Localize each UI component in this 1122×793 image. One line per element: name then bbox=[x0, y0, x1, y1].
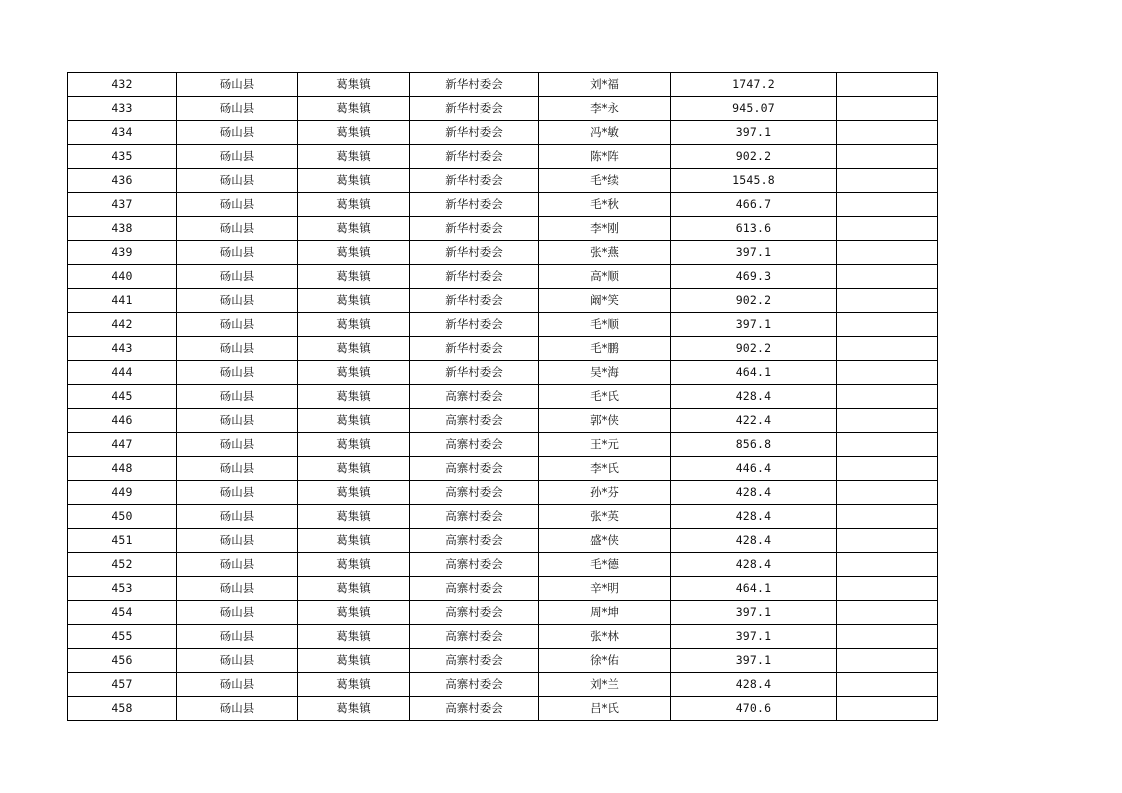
table-row bbox=[68, 457, 938, 481]
serial-number-cell: 433 bbox=[68, 97, 177, 121]
serial-number-cell: 456 bbox=[68, 649, 177, 673]
table-row bbox=[68, 601, 938, 625]
village-committee-cell: 新华村委会 bbox=[410, 361, 539, 385]
town-cell: 葛集镇 bbox=[298, 601, 410, 625]
county-cell: 砀山县 bbox=[177, 145, 298, 169]
county-cell: 砀山县 bbox=[177, 529, 298, 553]
table-row bbox=[68, 289, 938, 313]
county-cell: 砀山县 bbox=[177, 169, 298, 193]
remark-cell bbox=[837, 313, 938, 337]
serial-number-cell: 446 bbox=[68, 409, 177, 433]
table-body bbox=[68, 73, 938, 721]
county-cell: 砀山县 bbox=[177, 433, 298, 457]
village-committee-cell: 高寨村委会 bbox=[410, 673, 539, 697]
town-cell: 葛集镇 bbox=[298, 337, 410, 361]
serial-number-cell: 439 bbox=[68, 241, 177, 265]
serial-number-cell: 441 bbox=[68, 289, 177, 313]
person-name-cell: 毛*氏 bbox=[539, 385, 671, 409]
town-cell: 葛集镇 bbox=[298, 625, 410, 649]
person-name-cell: 高*顺 bbox=[539, 265, 671, 289]
person-name-cell: 毛*鹏 bbox=[539, 337, 671, 361]
serial-number-cell: 442 bbox=[68, 313, 177, 337]
serial-number-cell: 453 bbox=[68, 577, 177, 601]
county-cell: 砀山县 bbox=[177, 577, 298, 601]
county-cell: 砀山县 bbox=[177, 265, 298, 289]
remark-cell bbox=[837, 601, 938, 625]
amount-cell: 397.1 bbox=[671, 649, 837, 673]
serial-number-cell: 455 bbox=[68, 625, 177, 649]
village-committee-cell: 新华村委会 bbox=[410, 169, 539, 193]
person-name-cell: 孙*芬 bbox=[539, 481, 671, 505]
county-cell: 砀山县 bbox=[177, 121, 298, 145]
amount-cell: 428.4 bbox=[671, 385, 837, 409]
person-name-cell: 毛*德 bbox=[539, 553, 671, 577]
town-cell: 葛集镇 bbox=[298, 553, 410, 577]
table-row bbox=[68, 73, 938, 97]
table-row bbox=[68, 409, 938, 433]
town-cell: 葛集镇 bbox=[298, 673, 410, 697]
village-committee-cell: 高寨村委会 bbox=[410, 433, 539, 457]
serial-number-cell: 450 bbox=[68, 505, 177, 529]
table-row bbox=[68, 529, 938, 553]
remark-cell bbox=[837, 73, 938, 97]
amount-cell: 464.1 bbox=[671, 577, 837, 601]
table-row bbox=[68, 361, 938, 385]
amount-cell: 1545.8 bbox=[671, 169, 837, 193]
amount-cell: 902.2 bbox=[671, 289, 837, 313]
county-cell: 砀山县 bbox=[177, 553, 298, 577]
remark-cell bbox=[837, 529, 938, 553]
serial-number-cell: 458 bbox=[68, 697, 177, 721]
amount-cell: 428.4 bbox=[671, 673, 837, 697]
town-cell: 葛集镇 bbox=[298, 73, 410, 97]
amount-cell: 446.4 bbox=[671, 457, 837, 481]
county-cell: 砀山县 bbox=[177, 217, 298, 241]
village-committee-cell: 新华村委会 bbox=[410, 145, 539, 169]
serial-number-cell: 451 bbox=[68, 529, 177, 553]
remark-cell bbox=[837, 553, 938, 577]
amount-cell: 945.07 bbox=[671, 97, 837, 121]
person-name-cell: 吴*海 bbox=[539, 361, 671, 385]
town-cell: 葛集镇 bbox=[298, 385, 410, 409]
table-row bbox=[68, 145, 938, 169]
person-name-cell: 张*英 bbox=[539, 505, 671, 529]
serial-number-cell: 432 bbox=[68, 73, 177, 97]
village-committee-cell: 高寨村委会 bbox=[410, 457, 539, 481]
serial-number-cell: 445 bbox=[68, 385, 177, 409]
village-committee-cell: 高寨村委会 bbox=[410, 481, 539, 505]
table-row bbox=[68, 241, 938, 265]
person-name-cell: 郭*侠 bbox=[539, 409, 671, 433]
person-name-cell: 刘*兰 bbox=[539, 673, 671, 697]
county-cell: 砀山县 bbox=[177, 649, 298, 673]
county-cell: 砀山县 bbox=[177, 673, 298, 697]
village-committee-cell: 高寨村委会 bbox=[410, 505, 539, 529]
person-name-cell: 李*刚 bbox=[539, 217, 671, 241]
town-cell: 葛集镇 bbox=[298, 313, 410, 337]
village-committee-cell: 新华村委会 bbox=[410, 337, 539, 361]
village-committee-cell: 新华村委会 bbox=[410, 193, 539, 217]
village-committee-cell: 新华村委会 bbox=[410, 217, 539, 241]
remark-cell bbox=[837, 505, 938, 529]
town-cell: 葛集镇 bbox=[298, 697, 410, 721]
table-row bbox=[68, 577, 938, 601]
county-cell: 砀山县 bbox=[177, 337, 298, 361]
person-name-cell: 李*永 bbox=[539, 97, 671, 121]
remark-cell bbox=[837, 145, 938, 169]
village-committee-cell: 高寨村委会 bbox=[410, 601, 539, 625]
town-cell: 葛集镇 bbox=[298, 577, 410, 601]
person-name-cell: 徐*佑 bbox=[539, 649, 671, 673]
remark-cell bbox=[837, 385, 938, 409]
serial-number-cell: 454 bbox=[68, 601, 177, 625]
village-committee-cell: 新华村委会 bbox=[410, 313, 539, 337]
remark-cell bbox=[837, 265, 938, 289]
amount-cell: 470.6 bbox=[671, 697, 837, 721]
village-committee-cell: 新华村委会 bbox=[410, 73, 539, 97]
table-row bbox=[68, 505, 938, 529]
county-cell: 砀山县 bbox=[177, 97, 298, 121]
person-name-cell: 张*燕 bbox=[539, 241, 671, 265]
remark-cell bbox=[837, 625, 938, 649]
remark-cell bbox=[837, 169, 938, 193]
person-name-cell: 阚*笑 bbox=[539, 289, 671, 313]
village-committee-cell: 高寨村委会 bbox=[410, 409, 539, 433]
table-row bbox=[68, 385, 938, 409]
town-cell: 葛集镇 bbox=[298, 145, 410, 169]
serial-number-cell: 447 bbox=[68, 433, 177, 457]
serial-number-cell: 440 bbox=[68, 265, 177, 289]
beneficiary-table bbox=[67, 72, 938, 721]
town-cell: 葛集镇 bbox=[298, 121, 410, 145]
remark-cell bbox=[837, 409, 938, 433]
amount-cell: 397.1 bbox=[671, 625, 837, 649]
amount-cell: 397.1 bbox=[671, 601, 837, 625]
county-cell: 砀山县 bbox=[177, 73, 298, 97]
town-cell: 葛集镇 bbox=[298, 481, 410, 505]
village-committee-cell: 新华村委会 bbox=[410, 97, 539, 121]
person-name-cell: 张*林 bbox=[539, 625, 671, 649]
county-cell: 砀山县 bbox=[177, 289, 298, 313]
table-row bbox=[68, 481, 938, 505]
amount-cell: 1747.2 bbox=[671, 73, 837, 97]
person-name-cell: 冯*敏 bbox=[539, 121, 671, 145]
town-cell: 葛集镇 bbox=[298, 529, 410, 553]
amount-cell: 902.2 bbox=[671, 145, 837, 169]
remark-cell bbox=[837, 289, 938, 313]
town-cell: 葛集镇 bbox=[298, 457, 410, 481]
table-row bbox=[68, 625, 938, 649]
person-name-cell: 王*元 bbox=[539, 433, 671, 457]
village-committee-cell: 高寨村委会 bbox=[410, 553, 539, 577]
remark-cell bbox=[837, 697, 938, 721]
village-committee-cell: 高寨村委会 bbox=[410, 385, 539, 409]
amount-cell: 422.4 bbox=[671, 409, 837, 433]
amount-cell: 397.1 bbox=[671, 313, 837, 337]
town-cell: 葛集镇 bbox=[298, 169, 410, 193]
town-cell: 葛集镇 bbox=[298, 241, 410, 265]
remark-cell bbox=[837, 649, 938, 673]
village-committee-cell: 高寨村委会 bbox=[410, 577, 539, 601]
serial-number-cell: 443 bbox=[68, 337, 177, 361]
county-cell: 砀山县 bbox=[177, 697, 298, 721]
remark-cell bbox=[837, 193, 938, 217]
county-cell: 砀山县 bbox=[177, 193, 298, 217]
amount-cell: 428.4 bbox=[671, 481, 837, 505]
person-name-cell: 陈*阵 bbox=[539, 145, 671, 169]
table-row bbox=[68, 193, 938, 217]
amount-cell: 428.4 bbox=[671, 529, 837, 553]
serial-number-cell: 438 bbox=[68, 217, 177, 241]
person-name-cell: 毛*秋 bbox=[539, 193, 671, 217]
county-cell: 砀山县 bbox=[177, 625, 298, 649]
serial-number-cell: 452 bbox=[68, 553, 177, 577]
person-name-cell: 毛*顺 bbox=[539, 313, 671, 337]
serial-number-cell: 437 bbox=[68, 193, 177, 217]
county-cell: 砀山县 bbox=[177, 481, 298, 505]
remark-cell bbox=[837, 433, 938, 457]
county-cell: 砀山县 bbox=[177, 313, 298, 337]
remark-cell bbox=[837, 337, 938, 361]
table-row bbox=[68, 673, 938, 697]
person-name-cell: 毛*续 bbox=[539, 169, 671, 193]
amount-cell: 469.3 bbox=[671, 265, 837, 289]
county-cell: 砀山县 bbox=[177, 601, 298, 625]
remark-cell bbox=[837, 457, 938, 481]
person-name-cell: 辛*明 bbox=[539, 577, 671, 601]
village-committee-cell: 新华村委会 bbox=[410, 289, 539, 313]
serial-number-cell: 449 bbox=[68, 481, 177, 505]
remark-cell bbox=[837, 361, 938, 385]
village-committee-cell: 高寨村委会 bbox=[410, 697, 539, 721]
county-cell: 砀山县 bbox=[177, 241, 298, 265]
amount-cell: 466.7 bbox=[671, 193, 837, 217]
town-cell: 葛集镇 bbox=[298, 409, 410, 433]
remark-cell bbox=[837, 577, 938, 601]
town-cell: 葛集镇 bbox=[298, 433, 410, 457]
table-row bbox=[68, 337, 938, 361]
remark-cell bbox=[837, 217, 938, 241]
table-row bbox=[68, 649, 938, 673]
town-cell: 葛集镇 bbox=[298, 361, 410, 385]
county-cell: 砀山县 bbox=[177, 505, 298, 529]
village-committee-cell: 新华村委会 bbox=[410, 265, 539, 289]
table-row bbox=[68, 553, 938, 577]
person-name-cell: 吕*氏 bbox=[539, 697, 671, 721]
remark-cell bbox=[837, 481, 938, 505]
town-cell: 葛集镇 bbox=[298, 289, 410, 313]
person-name-cell: 刘*福 bbox=[539, 73, 671, 97]
town-cell: 葛集镇 bbox=[298, 97, 410, 121]
serial-number-cell: 434 bbox=[68, 121, 177, 145]
table-row bbox=[68, 217, 938, 241]
table-row bbox=[68, 697, 938, 721]
person-name-cell: 盛*侠 bbox=[539, 529, 671, 553]
amount-cell: 397.1 bbox=[671, 121, 837, 145]
serial-number-cell: 457 bbox=[68, 673, 177, 697]
county-cell: 砀山县 bbox=[177, 457, 298, 481]
amount-cell: 428.4 bbox=[671, 553, 837, 577]
county-cell: 砀山县 bbox=[177, 409, 298, 433]
amount-cell: 464.1 bbox=[671, 361, 837, 385]
serial-number-cell: 435 bbox=[68, 145, 177, 169]
town-cell: 葛集镇 bbox=[298, 217, 410, 241]
person-name-cell: 周*坤 bbox=[539, 601, 671, 625]
amount-cell: 428.4 bbox=[671, 505, 837, 529]
village-committee-cell: 新华村委会 bbox=[410, 241, 539, 265]
village-committee-cell: 高寨村委会 bbox=[410, 625, 539, 649]
county-cell: 砀山县 bbox=[177, 361, 298, 385]
table-row bbox=[68, 265, 938, 289]
amount-cell: 613.6 bbox=[671, 217, 837, 241]
amount-cell: 856.8 bbox=[671, 433, 837, 457]
remark-cell bbox=[837, 121, 938, 145]
table-row bbox=[68, 97, 938, 121]
table-row bbox=[68, 433, 938, 457]
person-name-cell: 李*氏 bbox=[539, 457, 671, 481]
serial-number-cell: 444 bbox=[68, 361, 177, 385]
serial-number-cell: 436 bbox=[68, 169, 177, 193]
table-row bbox=[68, 169, 938, 193]
county-cell: 砀山县 bbox=[177, 385, 298, 409]
remark-cell bbox=[837, 673, 938, 697]
table-row bbox=[68, 313, 938, 337]
remark-cell bbox=[837, 97, 938, 121]
village-committee-cell: 高寨村委会 bbox=[410, 649, 539, 673]
village-committee-cell: 新华村委会 bbox=[410, 121, 539, 145]
remark-cell bbox=[837, 241, 938, 265]
town-cell: 葛集镇 bbox=[298, 649, 410, 673]
serial-number-cell: 448 bbox=[68, 457, 177, 481]
amount-cell: 397.1 bbox=[671, 241, 837, 265]
town-cell: 葛集镇 bbox=[298, 193, 410, 217]
town-cell: 葛集镇 bbox=[298, 505, 410, 529]
town-cell: 葛集镇 bbox=[298, 265, 410, 289]
amount-cell: 902.2 bbox=[671, 337, 837, 361]
village-committee-cell: 高寨村委会 bbox=[410, 529, 539, 553]
table-row bbox=[68, 121, 938, 145]
